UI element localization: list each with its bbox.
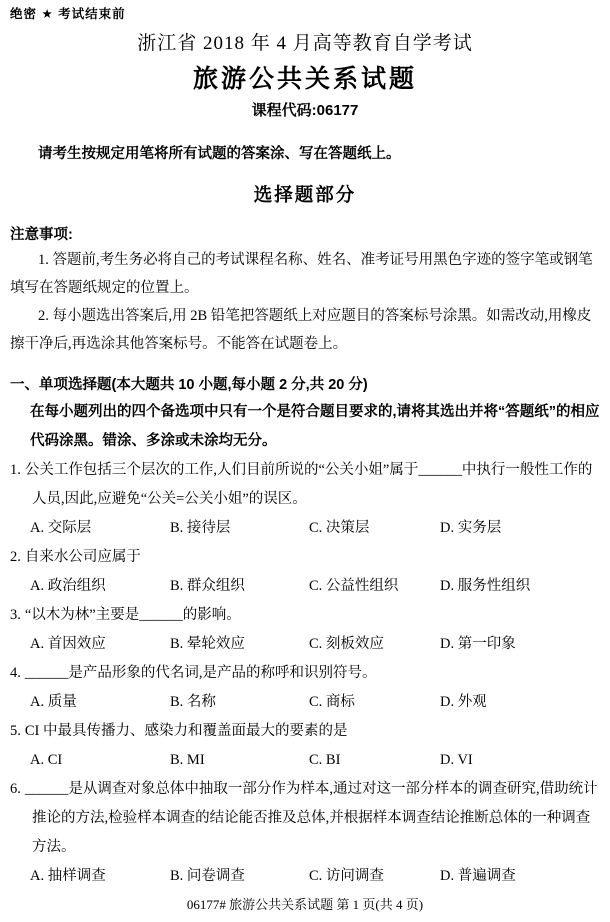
option-d: D. 普遍调查	[440, 868, 516, 884]
options-row	[10, 746, 600, 775]
part-title: 一、单项选择题(本大题共 10 小题,每小题 2 分,共 20 分)	[10, 377, 368, 393]
question-stem	[10, 456, 600, 514]
option-b: B. MI	[170, 752, 205, 768]
question-number: 5.	[10, 723, 21, 739]
question-6	[10, 775, 600, 891]
question-number: 1.	[10, 462, 21, 478]
option-b: B. 名称	[170, 694, 216, 710]
note-item-1: 1. 答题前,考生务必将自己的考试课程名称、姓名、准考证号用黑色字迹的签字笔或钢笔填写在答题纸规定的位置上。	[10, 252, 593, 296]
question-text: CI 中最具传播力、感染力和覆盖面最大的要素的是	[24, 723, 348, 739]
question-text: ______是产品形象的代名词,是产品的称呼和识别符号。	[24, 665, 377, 681]
exam-title: 旅游公共关系试题	[192, 65, 417, 93]
option-a: A. 首因效应	[30, 636, 106, 652]
option-d: D. 服务性组织	[440, 578, 531, 594]
question-number: 2.	[10, 549, 21, 565]
options-row	[10, 688, 600, 717]
option-d: D. VI	[440, 752, 473, 768]
option-b: B. 问卷调查	[170, 868, 245, 884]
option-c: C. 决策层	[309, 520, 370, 536]
exam-session-title: 浙江省 2018 年 4 月高等教育自学考试	[137, 33, 473, 54]
notes-title: 注意事项:	[10, 227, 73, 243]
option-b: B. 晕轮效应	[170, 636, 245, 652]
option-a: A. 抽样调查	[30, 868, 106, 884]
classification-label: 绝密 ★ 考试结束前	[10, 7, 126, 21]
option-b: B. 接待层	[170, 520, 231, 536]
option-a: A. 质量	[30, 694, 77, 710]
options-row	[10, 572, 600, 601]
question-number: 6.	[10, 781, 21, 797]
question-number: 3.	[10, 607, 21, 623]
option-c: C. 刻板效应	[309, 636, 384, 652]
option-d: D. 外观	[440, 694, 487, 710]
option-c: C. 公益性组织	[309, 578, 399, 594]
question-text: ______是从调查对象总体中抽取一部分作为样本,通过对这一部分样本的调查研究,借助统计推论的方法,检验样本调查的结论能否推及总体,并根据样本调查结论推断总体的一种调查方法。	[24, 781, 598, 855]
general-instruction: 请考生按规定用笔将所有试题的答案涂、写在答题纸上。	[38, 146, 401, 162]
option-a: A. 政治组织	[30, 578, 106, 594]
option-b: B. 群众组织	[170, 578, 245, 594]
question-2	[10, 543, 600, 601]
option-a: A. 交际层	[30, 520, 92, 536]
question-stem	[10, 543, 600, 572]
question-number: 4.	[10, 665, 21, 681]
question-stem	[10, 717, 600, 746]
note-item-2: 2. 每小题选出答案后,用 2B 铅笔把答题纸上对应题目的答案标号涂黑。如需改动,用橡皮擦干净后,再选涂其他答案标号。不能答在试题卷上。	[10, 308, 592, 352]
question-4	[10, 659, 600, 717]
question-1	[10, 456, 600, 543]
question-5	[10, 717, 600, 775]
page-footer: 06177# 旅游公共关系试题 第 1 页(共 4 页)	[186, 897, 424, 912]
question-text: “以木为林”主要是______的影响。	[24, 607, 241, 623]
option-c: C. 访问调查	[309, 868, 384, 884]
course-code: 课程代码:06177	[251, 102, 359, 119]
options-row	[10, 514, 600, 543]
question-text: 公关工作包括三个层次的工作,人们目前所说的“公关小姐”属于______中执行一般性工作的人员,因此,应避免“公关=公关小姐”的误区。	[24, 462, 593, 507]
option-c: C. BI	[309, 752, 341, 768]
option-d: D. 实务层	[440, 520, 502, 536]
option-c: C. 商标	[309, 694, 355, 710]
options-row	[10, 862, 600, 891]
question-stem	[10, 659, 600, 688]
question-stem	[10, 775, 600, 862]
section-title: 选择题部分	[253, 184, 357, 205]
question-text: 自来水公司应属于	[24, 549, 141, 565]
question-stem	[10, 601, 600, 630]
question-3	[10, 601, 600, 659]
part-instruction: 在每小题列出的四个备选项中只有一个是符合题目要求的,请将其选出并将“答题纸”的相应代码涂黑。错涂、多涂或未涂均无分。	[30, 404, 600, 449]
options-row	[10, 630, 600, 659]
option-a: A. CI	[30, 752, 63, 768]
option-d: D. 第一印象	[440, 636, 516, 652]
